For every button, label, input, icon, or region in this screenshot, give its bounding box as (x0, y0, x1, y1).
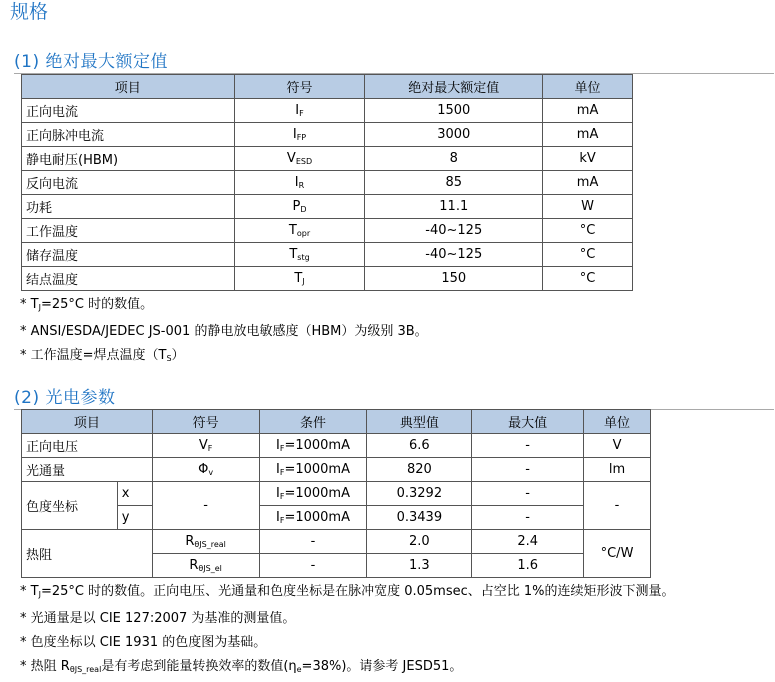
unit-cell: °C (543, 243, 633, 267)
item-cell: 工作温度 (22, 219, 235, 243)
symbol-cell: $\Phi_v$ (152, 458, 259, 482)
unit-cell: mA (543, 99, 633, 123)
unit-cell: °C (543, 267, 633, 291)
symbol-cell: $I_R$ (234, 171, 365, 195)
item-cell: 静电耐压(HBM) (22, 147, 235, 171)
item-cell: 色度坐标 (22, 482, 118, 530)
symbol-cell: $I_{FP}$ (234, 123, 365, 147)
value-cell: -40~125 (365, 219, 543, 243)
symbol-cell: $I_F$ (234, 99, 365, 123)
table-row (22, 99, 633, 123)
table-row (22, 219, 633, 243)
table-row (22, 434, 651, 458)
note-line: * 色度坐标以 CIE 1931 的色度图为基础。 (20, 635, 267, 650)
symbol-cell: $T_J$ (234, 267, 365, 291)
unit-cell: mA (543, 171, 633, 195)
table-row (22, 482, 651, 506)
column-header: 条件 (259, 410, 367, 434)
table-row (22, 267, 633, 291)
typical-cell: 0.3292 (367, 482, 472, 506)
note-line: * $T_J=25^\circ C$ 时的数值。正向电压、光通量和色度坐标是在脉冲宽度 0.05msec、占空比 1%的连续矩形波下测量。 (20, 584, 675, 599)
table-row (22, 243, 633, 267)
column-header: 项目 (22, 410, 153, 434)
value-cell: 150 (365, 267, 543, 291)
max-cell: - (472, 434, 584, 458)
unit-cell: °C/W (584, 530, 651, 578)
value-cell: -40~125 (365, 243, 543, 267)
unit-cell: °C (543, 219, 633, 243)
note-line: * ANSI/ESDA/JEDEC JS-001 的静电放电敏感度（HBM）为级别 3B。 (20, 324, 428, 339)
item-cell: 光通量 (22, 458, 153, 482)
max-cell: - (472, 506, 584, 530)
table-row (22, 171, 633, 195)
symbol-cell: $R_{\theta JS\_el}$ (152, 554, 259, 578)
condition-cell: $I_F=1000mA$ (259, 482, 367, 506)
note-line: * $T_J=25^\circ C$ 时的数值。 (20, 297, 154, 312)
table-row (22, 458, 651, 482)
max-cell: 1.6 (472, 554, 584, 578)
condition-cell: $I_F=1000mA$ (259, 506, 367, 530)
condition-cell: $I_F=1000mA$ (259, 434, 367, 458)
symbol-cell: $P_D$ (234, 195, 365, 219)
item-cell: 正向电流 (22, 99, 235, 123)
value-cell: 1500 (365, 99, 543, 123)
column-header: 符号 (152, 410, 259, 434)
typical-cell: 2.0 (367, 530, 472, 554)
axis-cell: x (117, 482, 152, 506)
axis-cell: y (117, 506, 152, 530)
item-cell: 正向脉冲电流 (22, 123, 235, 147)
column-header: 符号 (234, 75, 365, 99)
section-title-optoelectronic: (2) 光电参数 (14, 388, 116, 408)
absolute-max-notes (20, 293, 428, 371)
section-title-absolute-max: (1) 绝对最大额定值 (14, 52, 168, 72)
table-row (22, 147, 633, 171)
item-cell: 结点温度 (22, 267, 235, 291)
unit-cell: mA (543, 123, 633, 147)
value-cell: 85 (365, 171, 543, 195)
column-header: 绝对最大额定值 (365, 75, 543, 99)
column-header: 典型值 (367, 410, 472, 434)
item-cell: 热阻 (22, 530, 153, 578)
condition-cell: - (259, 530, 367, 554)
table-header-row (22, 410, 651, 434)
table-row (22, 530, 651, 554)
item-cell: 正向电压 (22, 434, 153, 458)
table-row (22, 195, 633, 219)
note-line: * 光通量是以 CIE 127:2007 为基准的测量值。 (20, 611, 296, 626)
unit-cell: V (584, 434, 651, 458)
symbol-cell: $V_{ESD}$ (234, 147, 365, 171)
item-cell: 功耗 (22, 195, 235, 219)
condition-cell: - (259, 554, 367, 578)
unit-cell: kV (543, 147, 633, 171)
condition-cell: $I_F=1000mA$ (259, 458, 367, 482)
symbol-cell: $T_{opr}$ (234, 219, 365, 243)
item-cell: 储存温度 (22, 243, 235, 267)
typical-cell: 6.6 (367, 434, 472, 458)
max-cell: - (472, 458, 584, 482)
column-header: 项目 (22, 75, 235, 99)
typical-cell: 820 (367, 458, 472, 482)
table-row (22, 123, 633, 147)
column-header: 单位 (584, 410, 651, 434)
max-cell: - (472, 482, 584, 506)
max-cell: 2.4 (472, 530, 584, 554)
note-line: * 热阻 $R_{\theta JS\_real}$是有考虑到能量转换效率的数值$(\eta_e=38\%)$。请参考 JESD51。 (20, 659, 463, 674)
optoelectronic-parameters-table (21, 409, 651, 578)
symbol-cell: $R_{\theta JS\_real}$ (152, 530, 259, 554)
symbol-cell: - (152, 482, 259, 530)
note-line: * 工作温度=焊点温度$(T_S)$ (20, 348, 185, 363)
symbol-cell: $T_{stg}$ (234, 243, 365, 267)
unit-cell: lm (584, 458, 651, 482)
absolute-max-ratings-table (21, 74, 633, 291)
item-cell: 反向电流 (22, 171, 235, 195)
column-header: 最大值 (472, 410, 584, 434)
optoelectronic-notes (20, 580, 675, 682)
value-cell: 3000 (365, 123, 543, 147)
unit-cell: W (543, 195, 633, 219)
column-header: 单位 (543, 75, 633, 99)
value-cell: 8 (365, 147, 543, 171)
table-header-row (22, 75, 633, 99)
typical-cell: 0.3439 (367, 506, 472, 530)
unit-cell: - (584, 482, 651, 530)
page-title: 规格 (10, 1, 49, 23)
value-cell: 11.1 (365, 195, 543, 219)
symbol-cell: $V_F$ (152, 434, 259, 458)
typical-cell: 1.3 (367, 554, 472, 578)
